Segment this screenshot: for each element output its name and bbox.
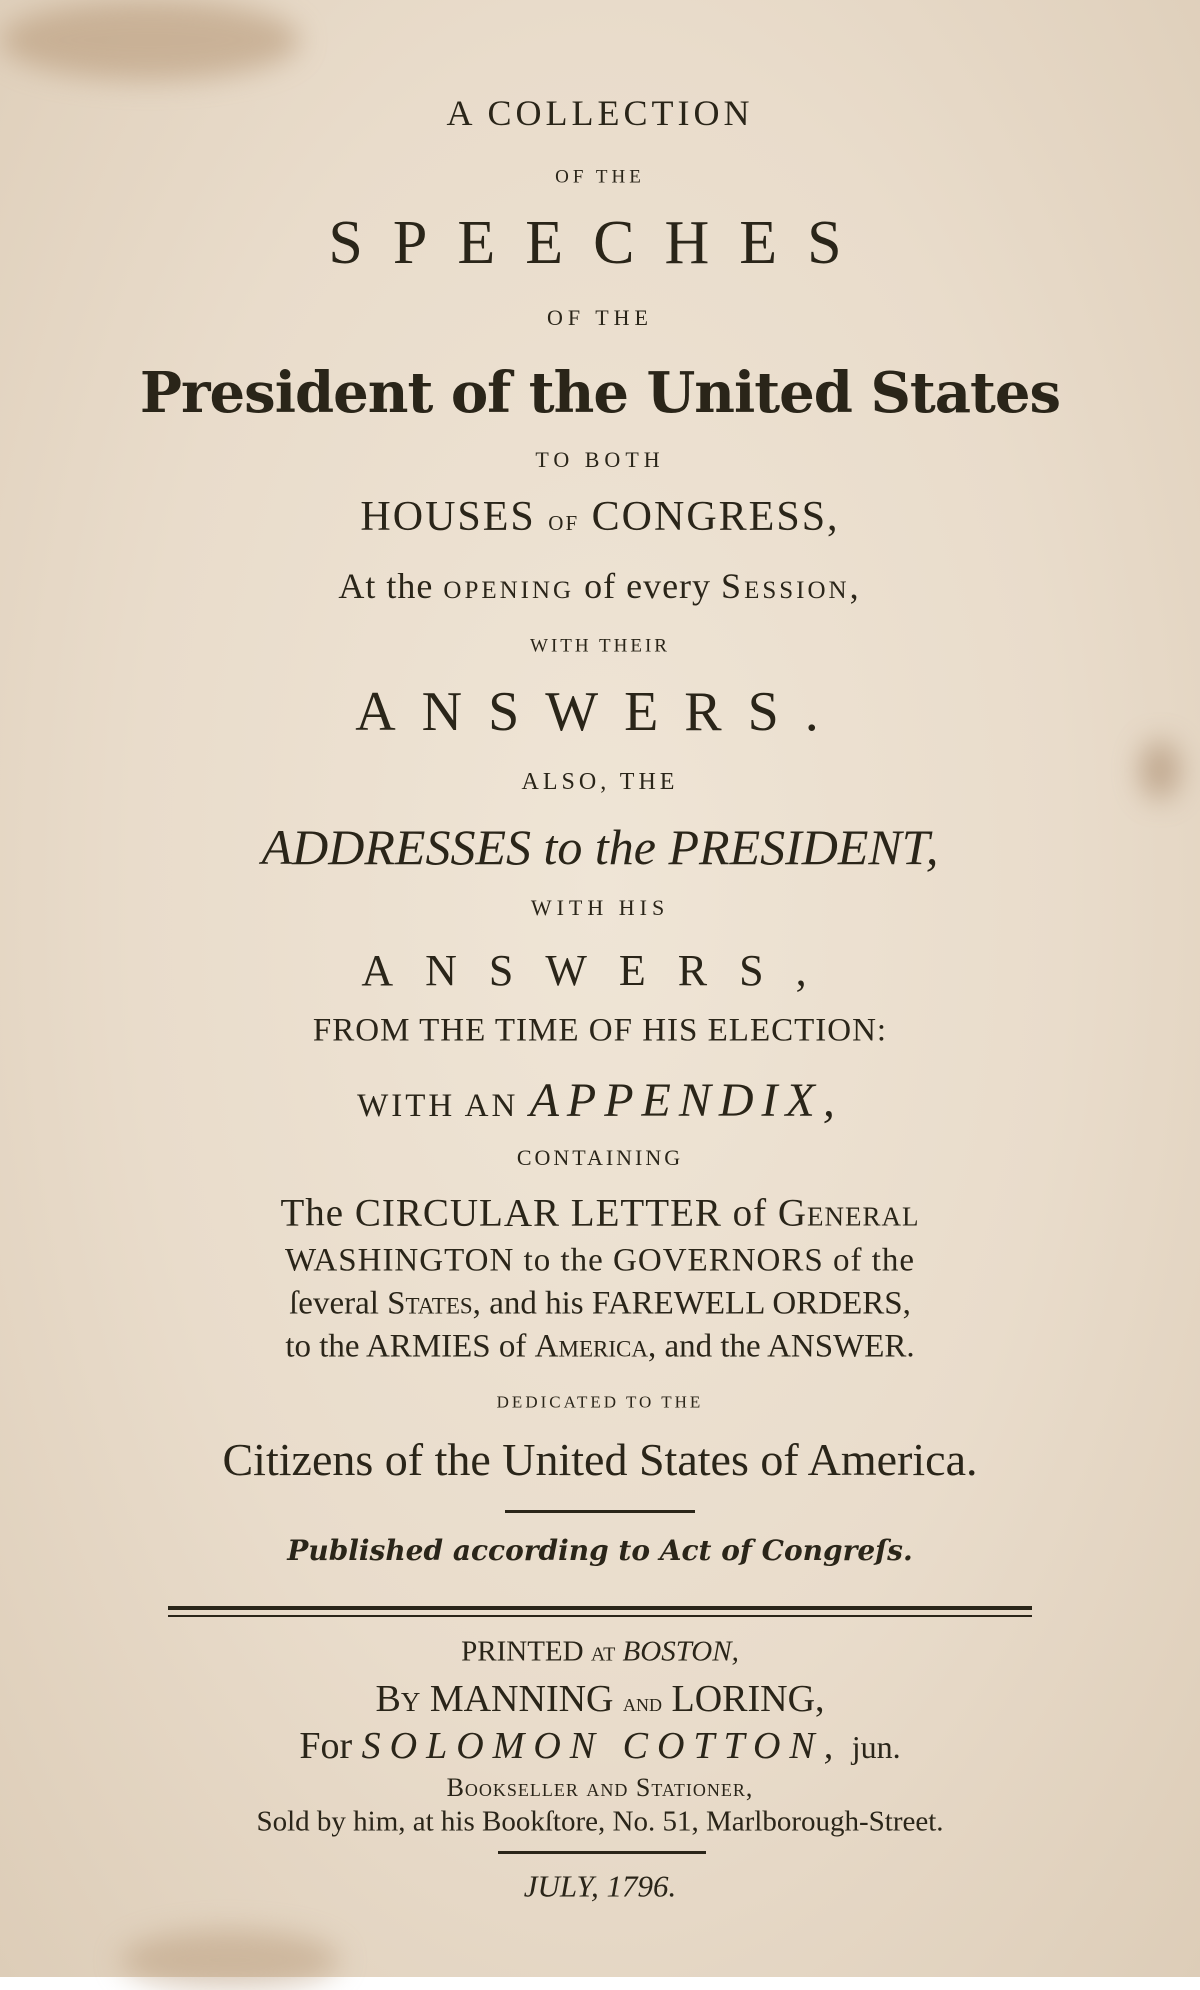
title-line: OF THE (547, 305, 653, 330)
title-line: OF THE (555, 166, 645, 188)
title-line: FROM THE TIME OF HIS ELECTION: (312, 1012, 888, 1049)
text: HOUSES (360, 494, 536, 540)
text: opening (443, 566, 575, 606)
text: of every (584, 566, 712, 606)
stain (120, 1930, 340, 1990)
title-addresses: ADDRESSES to the PRESIDENT, (261, 819, 939, 875)
text: jun. (851, 1729, 901, 1765)
text: By (375, 1678, 421, 1720)
title-published: Published according to Act of Congreſs. (287, 1534, 913, 1567)
text: of (548, 504, 580, 537)
text: to the ARMIES of (285, 1328, 527, 1365)
title-answers: ANSWERS. (355, 681, 845, 743)
title-line: TO BOTH (535, 447, 665, 472)
imprint-line: Sold by him, at his Bookſtore, No. 51, Marlborough-Street. (256, 1805, 944, 1838)
title-line: ALSO, THE (521, 769, 679, 795)
text: Session, (721, 566, 862, 606)
text: For (299, 1725, 353, 1767)
title-line (0, 1191, 1200, 1235)
text: BOSTON, (622, 1635, 739, 1668)
text: LORING, (671, 1678, 825, 1720)
title-citizens: Citizens of the United States of America. (222, 1434, 978, 1485)
text: CONGRESS, (591, 494, 840, 540)
text: At the (338, 566, 434, 606)
title-answers-2: ANSWERS, (361, 946, 839, 995)
text: and his FAREWELL ORDERS, (489, 1285, 911, 1322)
text: and (622, 1688, 662, 1717)
text: and the ANSWER. (664, 1328, 915, 1365)
stain (0, 0, 300, 80)
title-line (0, 1285, 1200, 1322)
text: PRINTED (461, 1635, 584, 1668)
title-president: President of the United States (139, 360, 1061, 426)
text: SOLOMON COTTON, (361, 1725, 843, 1767)
text: America, (534, 1328, 657, 1365)
double-rule-top (168, 1606, 1032, 1610)
imprint-line (0, 1727, 1200, 1765)
imprint-date: JULY, 1796. (523, 1868, 677, 1904)
title-speeches: SPEECHES (328, 209, 872, 277)
divider-rule (498, 1851, 706, 1854)
title-line: WASHINGTON to the GOVERNORS of the (284, 1242, 916, 1279)
text: and (586, 1773, 629, 1802)
title-line: A COLLECTION (446, 93, 754, 133)
imprint-line (0, 1680, 1200, 1718)
imprint-line (0, 1635, 1200, 1668)
divider-rule (505, 1510, 695, 1513)
text: States, (387, 1285, 481, 1322)
text: Stationer, (635, 1773, 754, 1802)
title-line (0, 568, 1200, 604)
title-line: CONTAINING (516, 1145, 684, 1170)
imprint-line (0, 1775, 1200, 1801)
text: APPENDIX, (529, 1074, 843, 1127)
title-line: WITH HIS (530, 895, 670, 920)
text: MANNING (429, 1678, 614, 1720)
title-line (0, 1074, 1200, 1127)
title-line (0, 1328, 1200, 1365)
text: at (590, 1635, 616, 1668)
text: The CIRCULAR LETTER of (280, 1191, 768, 1235)
title-line: DEDICATED TO THE (496, 1392, 704, 1412)
double-rule-bottom (168, 1615, 1032, 1617)
title-line (0, 496, 1200, 538)
title-line: WITH THEIR (530, 635, 670, 657)
text: Bookseller (446, 1773, 579, 1802)
text: ſeveral (289, 1285, 379, 1322)
text: WITH AN (357, 1088, 519, 1124)
text: General (777, 1191, 920, 1235)
